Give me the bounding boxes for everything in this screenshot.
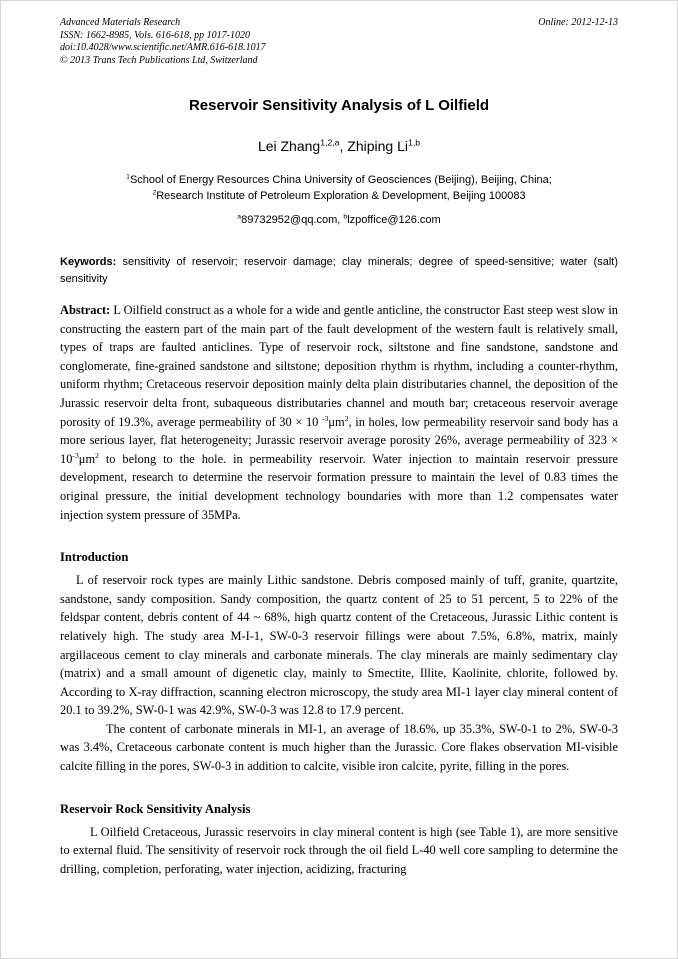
sensitivity-paragraph-1: L Oilfield Cretaceous, Jurassic reservoirs in clay mineral content is high (see Table 1), are more sensitive to external fluid. The sensitivity of reservoir rock through the oil field L-40 well core sampling to determine the drilling, completion, perforating, water injection, acidizing, fracturing <box>60 824 618 876</box>
journal-name: Advanced Materials Research <box>60 17 181 28</box>
journal-doi: doi:10.4028/www.scientific.net/AMR.616-618.1017 <box>60 42 266 53</box>
keywords-label: Keywords: <box>60 256 117 268</box>
authors-line: Lei Zhang$^{1,2,a}$, Zhiping Li$^{1,b}$ <box>257 137 421 154</box>
abstract-text: L Oilfield construct as a whole for a wide and gentle anticline, the constructor East steep west slow in constructing the eastern part of the main part of the fault development of the western fault is relatively small, types of traps are faulted anticlines. Type of reservoir rock, siltstone and fine sandstone, sandstone and conglomerate, fine-grained sandstone and siltstone; deposition rhythm is rhythm, including a counter-rhythm, uniform rhythm; Cretaceous reservoir deposition mainly delta plain distributaries channel, the deposition of the Jurassic reservoir delta front, subaqueous distributaries channel and mouth bar; cretaceous reservoir average porosity of 19.3%, average permeability of 30 × 10 $^{-3}\mu m^2$, in holes, low permeability reservoir sand body has a more serious layer, flat heterogeneity; Jurassic reservoir average porosity 26%, average permeability of $323 \times 10^{-3}\mu m^2$ to belong to the hole. in permeability reservoir. Water injection to maintain reservoir pressure development, research to determine the reservoir formation pressure to maintain the level of 0.83 times the original pressure, the initial development technology boundaries with more than 1.2 compensates water injection system pressure of 35MPa. <box>60 303 618 522</box>
section-heading-sensitivity-analysis: Reservoir Rock Sensitivity Analysis <box>60 801 251 816</box>
keywords-paragraph <box>60 254 618 288</box>
journal-header <box>60 17 618 67</box>
introduction-paragraph-2: The content of carbonate minerals in MI-1, an average of 18.6%, up 35.3%, SW-0-1 to 2%, SW-0-3 was 3.4%, Cretaceous carbonate content is much higher than the Jurassic. Core flakes observation MI-visible calcite filling in the pores, SW-0-3 in addition to calcite, visible iron calcite, pyrite, filling in the pores. <box>60 721 618 774</box>
journal-copyright: © 2013 Trans Tech Publications Ltd, Switzerland <box>60 54 258 66</box>
affiliation-2: $^2$Research Institute of Petroleum Exploration & Development, Beijing 100083 <box>152 189 526 202</box>
author-emails: $^a$89732952@qq.com, $^b$lzpoffice@126.com <box>237 213 441 226</box>
keywords-text: sensitivity of reservoir; reservoir damage; clay minerals; degree of speed-sensitive; water (salt) sensitivity <box>60 256 618 285</box>
section-heading-introduction: Introduction <box>60 550 129 565</box>
affiliation-1: $^1$School of Energy Resources China University of Geosciences (Beijing), Beijing, China; <box>126 173 552 186</box>
abstract-label: Abstract: <box>60 303 111 317</box>
journal-issn: ISSN: 1662-8985, Vols. 616-618, pp 1017-1020 <box>60 29 250 41</box>
online-date: Online: 2012-12-13 <box>538 17 618 28</box>
paper-title: Reservoir Sensitivity Analysis of L Oilfield <box>188 97 490 114</box>
introduction-paragraph-1: L of reservoir rock types are mainly Lithic sandstone. Debris composed mainly of tuff, granite, quartzite, sandstone, sandy composition. Sandy composition, the quartz content of 25 to 51 percent, 5 to 22% of the feldspar content, debris content of 44 ~ 68%, high quartz content of the Cretaceous, Jurassic Lithic content is relatively high. The study area M-I-1, SW-0-3 reservoir fillings were about 7.5%, 6.8%, matrix, mainly argillaceous cement to clay minerals and carbonate minerals. The clay minerals are mainly sedimentary clay (matrix) and a small amount of digenetic clay, mainly to Smectite, Illite, Kaolinite, chlorite, followed by. According to X-ray diffraction, scanning electron microscopy, the study area MI-1 layer clay mineral content of 20.1 to 39.2%, SW-0-1 was 42.9%, SW-0-3 was 12.8 to 17.9 percent. <box>60 573 618 718</box>
abstract-paragraph <box>60 301 618 524</box>
journal-info-block <box>60 17 266 67</box>
